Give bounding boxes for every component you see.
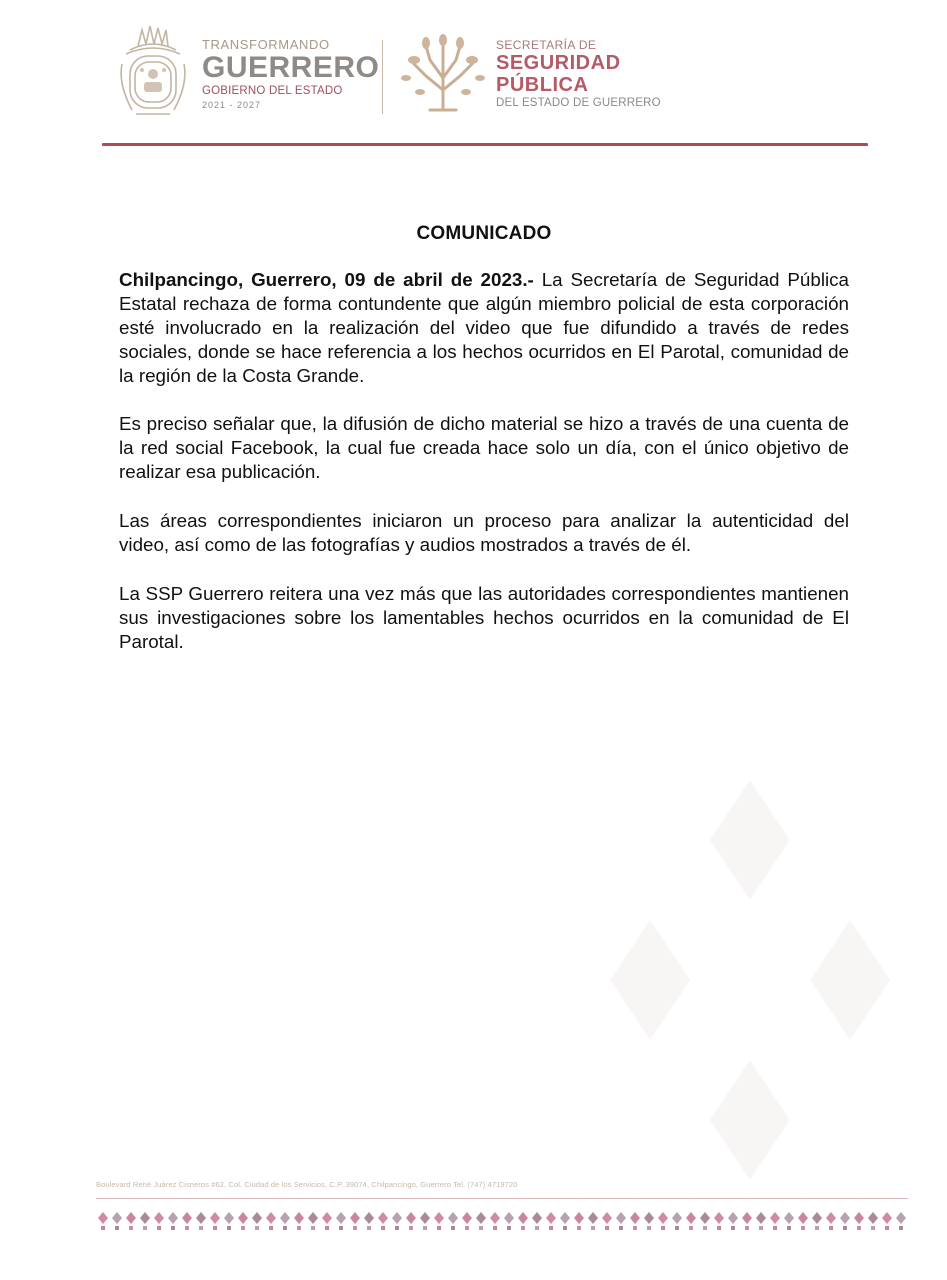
document-body	[119, 268, 849, 679]
gov-subtitle: GOBIERNO DEL ESTADO	[202, 85, 343, 97]
background-pattern-icon	[560, 760, 947, 1200]
gov-tagline: TRANSFORMANDO	[202, 37, 330, 52]
ssp-prefix: SECRETARÍA DE	[496, 38, 597, 52]
paragraph-1-text: La Secretaría de Seguridad Pública Estatal rechaza de forma contundente que algún miembro policial de esta corporación esté involucrado en la realización del video que fue difundido a través de redes sociales, donde se hace referencia a los hechos ocurridos en El Parotal, comunidad de la región de la Costa Grande.	[119, 269, 849, 386]
footer-address: Boulevard René Juárez Cisneros #62, Col. Ciudad de los Servicios, C.P. 39074, Chilpancingo, Guerrero Tel. (747) 4719720	[96, 1180, 518, 1189]
ssp-subtitle: DEL ESTADO DE GUERRERO	[496, 97, 661, 109]
header-divider	[382, 40, 383, 114]
ssp-title-line1: SEGURIDAD	[496, 52, 621, 74]
government-logo-text	[202, 37, 379, 112]
dateline: Chilpancingo, Guerrero, 09 de abril de 2023.-	[119, 269, 534, 290]
ssp-title-line2: PÚBLICA	[496, 74, 589, 96]
ssp-logo-text	[496, 38, 661, 110]
embroidery-border-icon	[96, 1210, 908, 1232]
paragraph-1	[119, 268, 849, 388]
paragraph-3: Las áreas correspondientes iniciaron un proceso para analizar la autenticidad del video, así como de las fotografías y audios mostrados a través de él.	[119, 510, 849, 555]
paragraph-4: La SSP Guerrero reitera una vez más que las autoridades correspondientes mantienen sus investigaciones sobre los lamentables hechos ocurridos en la comunidad de El Parotal.	[119, 583, 849, 652]
gov-name: GUERRERO	[202, 51, 380, 84]
gov-years: 2021 - 2027	[202, 100, 262, 110]
page-title: COMUNICADO	[416, 223, 552, 244]
paragraph-2: Es preciso señalar que, la difusión de dicho material se hizo a través de una cuenta de la red social Facebook, la cual fue creada hace solo un día, con el único objetivo de realizar esa publicación.	[119, 413, 849, 482]
letterhead	[0, 0, 947, 160]
header-rule	[102, 143, 868, 146]
ssp-tree-icon	[400, 34, 486, 114]
guerrero-seal-icon	[116, 24, 190, 120]
footer-rule	[96, 1198, 908, 1199]
